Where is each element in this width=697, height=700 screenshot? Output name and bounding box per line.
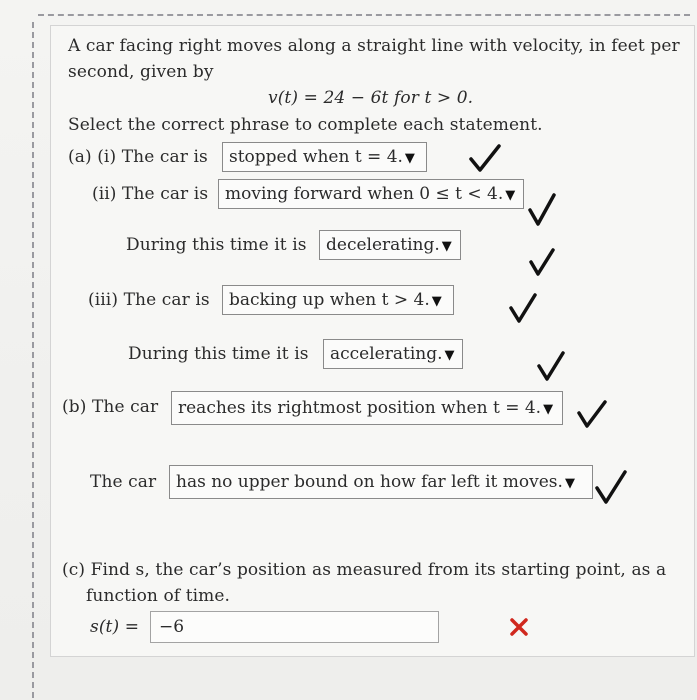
part-a-i-label: (a) (i) The car is [68, 147, 208, 167]
part-a-iii-during-dropdown[interactable] [323, 339, 463, 369]
part-b-selected-2: has no upper bound on how far left it moves. [176, 472, 563, 492]
intro-line-2: second, given by [68, 62, 214, 82]
part-a-i-dropdown[interactable] [222, 142, 427, 172]
part-a-ii-during-label: During this time it is [126, 235, 307, 255]
check-icon [527, 193, 557, 227]
part-b-label-1: (b) The car [62, 397, 159, 417]
part-a-iii-during-label: During this time it is [128, 344, 309, 364]
part-b-dropdown-1[interactable] [171, 391, 563, 425]
dropdown-arrow-icon: ▼ [505, 188, 516, 203]
check-icon [536, 351, 566, 383]
check-icon [576, 400, 608, 430]
dropdown-arrow-icon: ▼ [404, 151, 415, 166]
part-c-prompt-line-2: function of time. [86, 586, 231, 606]
check-icon [508, 293, 538, 325]
part-b-dropdown-2[interactable] [169, 465, 593, 499]
part-a-ii-label: (ii) The car is [92, 184, 209, 204]
part-a-i-selected: stopped when t = 4. [229, 147, 403, 167]
part-c-answer-value: −6 [159, 617, 185, 637]
part-c-answer-label: s(t) = [90, 617, 140, 637]
dashed-border-top [38, 14, 690, 16]
check-icon [594, 470, 628, 506]
part-c-answer-field[interactable] [150, 611, 439, 643]
dropdown-arrow-icon: ▼ [543, 402, 554, 417]
dropdown-arrow-icon: ▼ [564, 476, 575, 491]
part-a-iii-dropdown[interactable] [222, 285, 454, 315]
dashed-border-left [32, 22, 34, 698]
part-a-ii-during-selected: decelerating. [326, 235, 440, 255]
part-a-iii-during-selected: accelerating. [330, 344, 443, 364]
check-icon [468, 144, 502, 174]
part-a-iii-label: (iii) The car is [88, 290, 210, 310]
instruction: Select the correct phrase to complete each statement. [68, 115, 543, 135]
part-a-ii-selected: moving forward when 0 ≤ t < 4. [225, 184, 504, 204]
dropdown-arrow-icon: ▼ [431, 294, 442, 309]
part-a-iii-selected: backing up when t > 4. [229, 290, 430, 310]
part-b-selected-1: reaches its rightmost position when t = 4. [178, 398, 542, 418]
intro-line-1: A car facing right moves along a straight line with velocity, in feet per [68, 36, 680, 56]
dropdown-arrow-icon: ▼ [444, 348, 455, 363]
part-b-label-2: The car [90, 472, 157, 492]
check-icon [528, 248, 556, 278]
part-c-prompt-line-1: (c) Find s, the car’s position as measured from its starting point, as a [62, 560, 667, 580]
part-c-answer-input[interactable] [150, 611, 439, 643]
part-a-ii-during-dropdown[interactable] [319, 230, 461, 260]
dropdown-arrow-icon: ▼ [441, 239, 452, 254]
velocity-formula: v(t) = 24 − 6t for t > 0. [268, 88, 474, 108]
part-a-ii-dropdown[interactable] [218, 179, 524, 209]
cross-icon [509, 617, 529, 637]
